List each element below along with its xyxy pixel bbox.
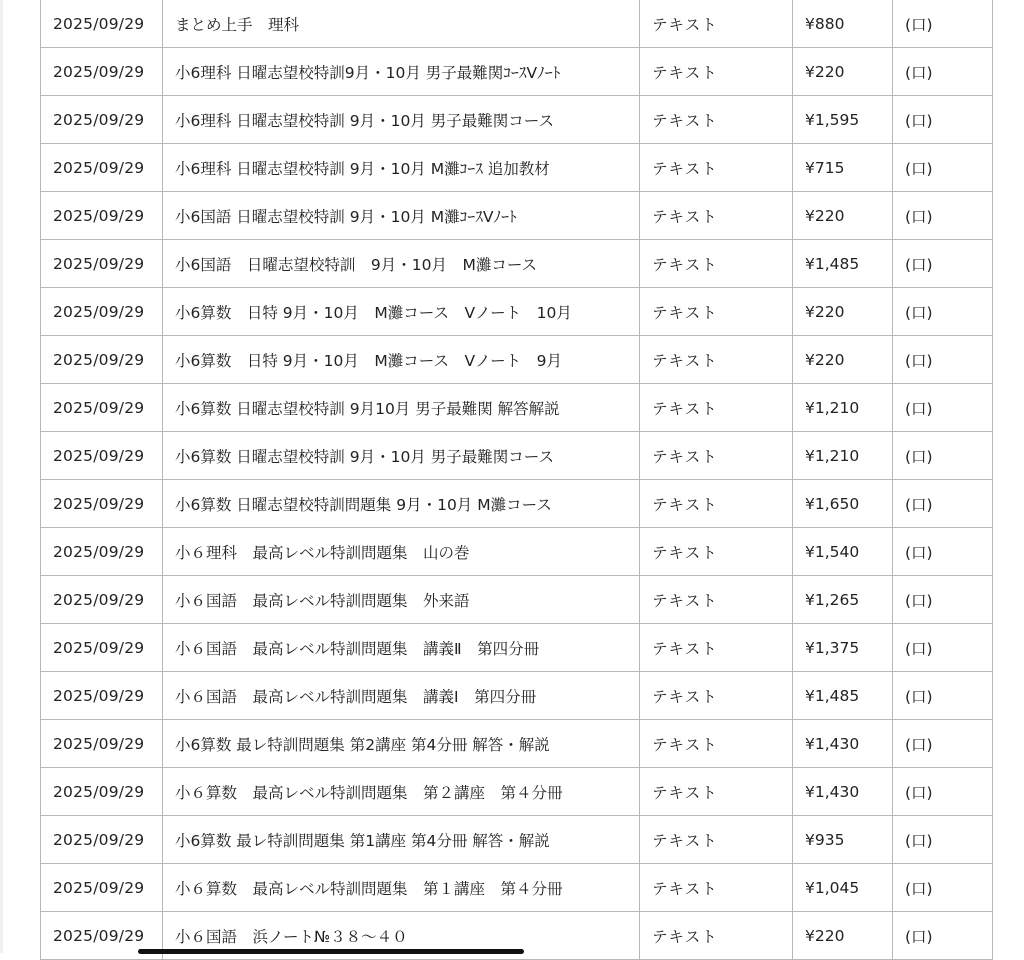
price-cell: ¥1,650	[793, 480, 893, 528]
product-type-cell: テキスト	[640, 768, 793, 816]
payment-method-cell: (口)	[893, 288, 993, 336]
purchase-history-table	[40, 0, 993, 960]
payment-method-cell: (口)	[893, 432, 993, 480]
product-type-cell: テキスト	[640, 96, 793, 144]
product-name-cell: 小６理科 最高レベル特訓問題集 山の巻	[163, 528, 640, 576]
product-name-cell: 小6理科 日曜志望校特訓9月・10月 男子最難関ｺｰｽVﾉｰﾄ	[163, 48, 640, 96]
payment-method-cell: (口)	[893, 816, 993, 864]
product-type-cell: テキスト	[640, 0, 793, 48]
price-cell: ¥880	[793, 0, 893, 48]
table-row	[41, 0, 993, 48]
price-cell: ¥935	[793, 816, 893, 864]
table-row	[41, 576, 993, 624]
purchase-date-cell: 2025/09/29	[41, 864, 163, 912]
price-cell: ¥1,430	[793, 768, 893, 816]
page-left-edge	[0, 0, 3, 953]
price-cell: ¥1,265	[793, 576, 893, 624]
table-row	[41, 384, 993, 432]
purchase-date-cell: 2025/09/29	[41, 48, 163, 96]
price-cell: ¥220	[793, 192, 893, 240]
product-type-cell: テキスト	[640, 528, 793, 576]
table-row	[41, 336, 993, 384]
price-cell: ¥1,210	[793, 432, 893, 480]
price-cell: ¥220	[793, 336, 893, 384]
price-cell: ¥1,540	[793, 528, 893, 576]
product-name-cell: 小6算数 最レ特訓問題集 第2講座 第4分冊 解答・解説	[163, 720, 640, 768]
product-name-cell: 小６算数 最高レベル特訓問題集 第１講座 第４分冊	[163, 864, 640, 912]
payment-method-cell: (口)	[893, 864, 993, 912]
table-row	[41, 192, 993, 240]
purchase-date-cell: 2025/09/29	[41, 336, 163, 384]
product-type-cell: テキスト	[640, 720, 793, 768]
purchase-date-cell: 2025/09/29	[41, 432, 163, 480]
product-type-cell: テキスト	[640, 144, 793, 192]
payment-method-cell: (口)	[893, 528, 993, 576]
table-row	[41, 528, 993, 576]
product-name-cell: 小6国語 日曜志望校特訓 9月・10月 M灘ｺｰｽVﾉｰﾄ	[163, 192, 640, 240]
product-name-cell: 小6算数 最レ特訓問題集 第1講座 第4分冊 解答・解説	[163, 816, 640, 864]
purchase-date-cell: 2025/09/29	[41, 624, 163, 672]
product-name-cell: 小6国語 日曜志望校特訓 9月・10月 M灘コース	[163, 240, 640, 288]
table-row	[41, 672, 993, 720]
purchase-date-cell: 2025/09/29	[41, 192, 163, 240]
product-type-cell: テキスト	[640, 624, 793, 672]
product-type-cell: テキスト	[640, 576, 793, 624]
payment-method-cell: (口)	[893, 672, 993, 720]
table-row	[41, 768, 993, 816]
table-row	[41, 816, 993, 864]
product-name-cell: 小６国語 浜ノート№３８～４０	[163, 912, 640, 960]
product-name-cell: 小6理科 日曜志望校特訓 9月・10月 M灘ｺｰｽ 追加教材	[163, 144, 640, 192]
price-cell: ¥1,430	[793, 720, 893, 768]
purchase-date-cell: 2025/09/29	[41, 672, 163, 720]
table-row	[41, 720, 993, 768]
table-row	[41, 144, 993, 192]
purchase-date-cell: 2025/09/29	[41, 0, 163, 48]
product-name-cell: まとめ上手 理科	[163, 0, 640, 48]
product-type-cell: テキスト	[640, 288, 793, 336]
product-name-cell: 小６国語 最高レベル特訓問題集 講義Ⅰ 第四分冊	[163, 672, 640, 720]
home-indicator	[138, 949, 524, 954]
product-name-cell: 小6算数 日特 9月・10月 M灘コース Vノート 9月	[163, 336, 640, 384]
table-row	[41, 432, 993, 480]
payment-method-cell: (口)	[893, 240, 993, 288]
payment-method-cell: (口)	[893, 384, 993, 432]
purchase-date-cell: 2025/09/29	[41, 96, 163, 144]
product-type-cell: テキスト	[640, 816, 793, 864]
price-cell: ¥1,375	[793, 624, 893, 672]
table-row	[41, 864, 993, 912]
product-name-cell: 小6理科 日曜志望校特訓 9月・10月 男子最難関コース	[163, 96, 640, 144]
purchase-date-cell: 2025/09/29	[41, 144, 163, 192]
table-row	[41, 48, 993, 96]
payment-method-cell: (口)	[893, 912, 993, 960]
price-cell: ¥1,485	[793, 240, 893, 288]
product-type-cell: テキスト	[640, 48, 793, 96]
purchase-date-cell: 2025/09/29	[41, 288, 163, 336]
payment-method-cell: (口)	[893, 768, 993, 816]
table-row	[41, 96, 993, 144]
price-cell: ¥1,595	[793, 96, 893, 144]
purchase-date-cell: 2025/09/29	[41, 912, 163, 960]
price-cell: ¥715	[793, 144, 893, 192]
product-name-cell: 小6算数 日曜志望校特訓問題集 9月・10月 M灘コース	[163, 480, 640, 528]
payment-method-cell: (口)	[893, 0, 993, 48]
product-name-cell: 小6算数 日曜志望校特訓 9月10月 男子最難関 解答解説	[163, 384, 640, 432]
product-type-cell: テキスト	[640, 384, 793, 432]
payment-method-cell: (口)	[893, 192, 993, 240]
purchase-date-cell: 2025/09/29	[41, 480, 163, 528]
table-row	[41, 480, 993, 528]
price-cell: ¥220	[793, 912, 893, 960]
product-type-cell: テキスト	[640, 336, 793, 384]
payment-method-cell: (口)	[893, 624, 993, 672]
product-name-cell: 小6算数 日曜志望校特訓 9月・10月 男子最難関コース	[163, 432, 640, 480]
purchase-date-cell: 2025/09/29	[41, 240, 163, 288]
purchase-date-cell: 2025/09/29	[41, 528, 163, 576]
payment-method-cell: (口)	[893, 576, 993, 624]
payment-method-cell: (口)	[893, 480, 993, 528]
product-type-cell: テキスト	[640, 240, 793, 288]
purchase-date-cell: 2025/09/29	[41, 384, 163, 432]
product-name-cell: 小６算数 最高レベル特訓問題集 第２講座 第４分冊	[163, 768, 640, 816]
payment-method-cell: (口)	[893, 336, 993, 384]
purchase-date-cell: 2025/09/29	[41, 816, 163, 864]
table-row	[41, 288, 993, 336]
price-cell: ¥1,485	[793, 672, 893, 720]
price-cell: ¥1,045	[793, 864, 893, 912]
purchase-date-cell: 2025/09/29	[41, 576, 163, 624]
product-type-cell: テキスト	[640, 912, 793, 960]
purchase-date-cell: 2025/09/29	[41, 768, 163, 816]
price-cell: ¥1,210	[793, 384, 893, 432]
table-row	[41, 240, 993, 288]
product-name-cell: 小６国語 最高レベル特訓問題集 外来語	[163, 576, 640, 624]
product-type-cell: テキスト	[640, 432, 793, 480]
purchase-history-rows	[41, 0, 993, 960]
payment-method-cell: (口)	[893, 144, 993, 192]
product-type-cell: テキスト	[640, 864, 793, 912]
product-name-cell: 小６国語 最高レベル特訓問題集 講義Ⅱ 第四分冊	[163, 624, 640, 672]
payment-method-cell: (口)	[893, 48, 993, 96]
table-row	[41, 624, 993, 672]
product-type-cell: テキスト	[640, 672, 793, 720]
purchase-date-cell: 2025/09/29	[41, 720, 163, 768]
product-name-cell: 小6算数 日特 9月・10月 M灘コース Vノート 10月	[163, 288, 640, 336]
price-cell: ¥220	[793, 288, 893, 336]
payment-method-cell: (口)	[893, 720, 993, 768]
price-cell: ¥220	[793, 48, 893, 96]
payment-method-cell: (口)	[893, 96, 993, 144]
product-type-cell: テキスト	[640, 480, 793, 528]
product-type-cell: テキスト	[640, 192, 793, 240]
